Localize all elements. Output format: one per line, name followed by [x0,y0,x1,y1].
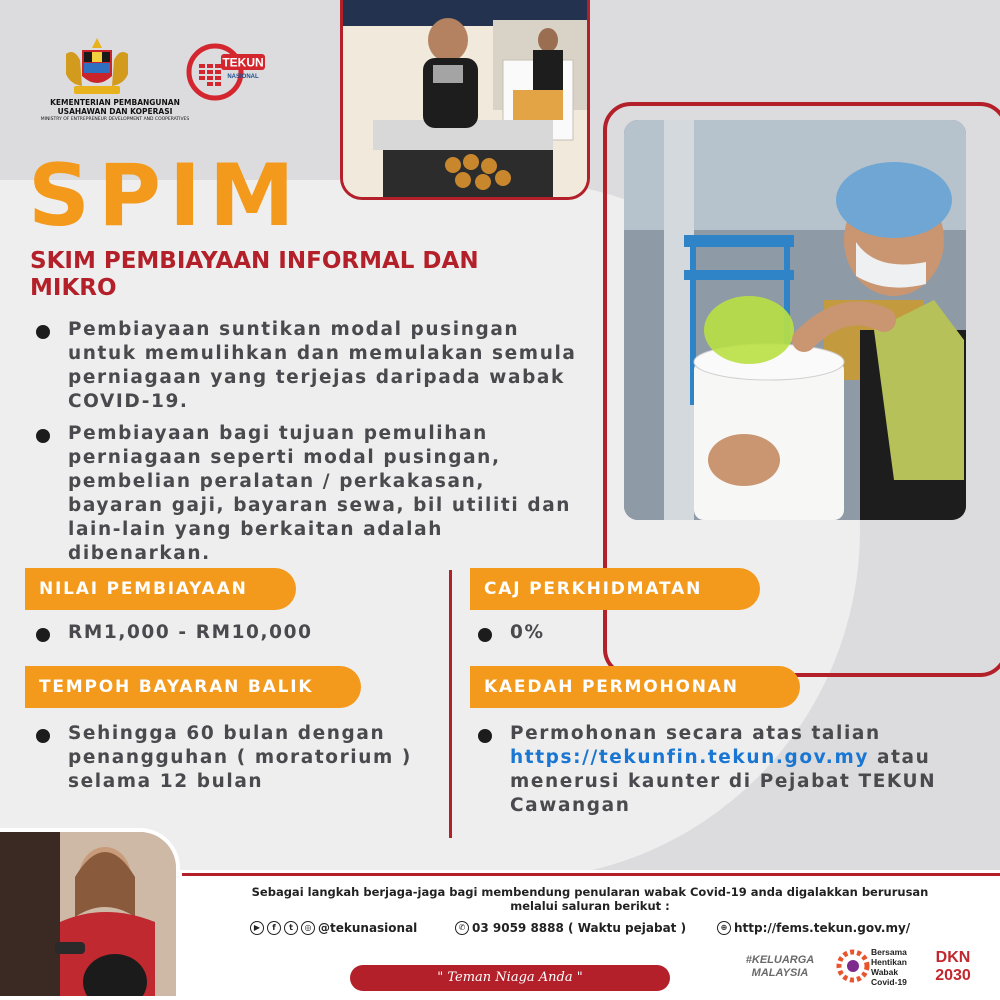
footer-divider [182,873,1000,876]
kaedah-text-after: atau menerusi kaunter di Pejabat TEKUN Cawangan [510,747,937,816]
bullet-dot [478,628,492,642]
caj-text: 0% [510,622,545,643]
bersama-line3: Wabak [871,967,899,977]
bullet-dot [36,429,50,443]
youtube-icon[interactable]: ▶ [250,921,264,935]
tekunfin-link[interactable]: https://tekunfin.tekun.gov.my [510,747,869,768]
social-contact[interactable] [250,921,417,935]
bullet-text: Pembiayaan bagi tujuan pemulihan perniagaan seperti modal pusingan, pembelian peralatan / perkakasan, bayaran gaji, bayaran sewa, bil utiliti dan lain-lain yang berkaitan adalah dibenarkan. [68,423,572,564]
bullet-dot [478,729,492,743]
ministry-line2: USAHAWAN DAN KOPERASI [57,107,173,116]
bullet-dot [36,325,50,339]
website-contact[interactable] [717,921,910,935]
bersama-line1: Bersama [871,947,907,957]
ministry-line3: MINISTRY OF ENTREPRENEUR DEVELOPMENT AND COOPERATIVES [40,117,190,122]
dkn-top: DKN [935,949,971,966]
dkn-bottom: 2030 [935,967,971,984]
phone-contact[interactable] [455,921,686,935]
tempoh-item [36,722,446,794]
tekun-logo-subtext: NASIONAL [227,74,259,80]
phone-icon: ✆ [455,921,469,935]
globe-icon: ⊕ [717,921,731,935]
ministry-name [30,98,200,123]
column-divider [449,570,452,838]
social-handle[interactable]: @tekunasional [318,921,418,935]
kaedah-text [510,722,978,818]
nilai-text: RM1,000 - RM10,000 [68,622,313,643]
footer-notice [240,885,940,913]
bullet-item [36,318,581,414]
heading-caj-perkhidmatan: CAJ PERKHIDMATAN [470,568,760,610]
heading-nilai-pembiayaan: NILAI PEMBIAYAAN [25,568,296,610]
ministry-line1: KEMENTERIAN PEMBANGUNAN [50,98,180,107]
photo-food-stall [340,0,590,200]
page-title: SPIM [28,146,303,246]
slogan-banner: " Teman Niaga Anda " [350,965,670,991]
footer-notice-line2: melalui saluran berikut : [510,899,670,913]
nilai-item [36,621,436,645]
bersama-line2: Hentikan [871,957,907,967]
twitter-icon[interactable]: t [284,921,298,935]
heading-tempoh-bayaran-balik: TEMPOH BAYARAN BALIK [25,666,361,708]
keluarga-line2: MALAYSIA [751,967,809,979]
dkn-2030-logo [928,942,978,992]
caj-item [478,621,778,645]
page-subtitle: SKIM PEMBIAYAAN INFORMAL DAN MIKRO [30,248,479,301]
tempoh-text: Sehingga 60 bulan dengan penangguhan ( moratorium ) selama 12 bulan [68,723,412,792]
website-link[interactable]: http://fems.tekun.gov.my/ [734,921,911,935]
heading-kaedah-permohonan: KAEDAH PERMOHONAN [470,666,800,708]
bersama-hentikan-logo [835,942,925,992]
facebook-icon[interactable]: f [267,921,281,935]
footer-notice-line1: Sebagai langkah berjaga-jaga bagi membendung penularan wabak Covid-19 anda digalakkan berurusan [251,885,929,899]
tekun-logo-text: TEKUN [222,55,264,70]
kaedah-text-before: Permohonan secara atas talian [510,723,881,744]
photo-worker-with-bucket [624,120,966,520]
photo-hair-salon [0,828,180,1000]
kaedah-item [478,722,978,818]
phone-number[interactable]: 03 9059 8888 ( Waktu pejabat ) [472,921,687,935]
tekun-logo [185,42,267,102]
bullet-dot [36,628,50,642]
keluarga-line1: #KELUARGA [745,954,815,966]
bullet-item [36,422,581,566]
bullet-text: Pembiayaan suntikan modal pusingan untuk memulihkan dan memulakan semula perniagaan yang terjejas daripada wabak COVID-19. [68,319,577,412]
keluarga-malaysia-logo [740,945,820,985]
bullet-dot [36,729,50,743]
bersama-line4: Covid-19 [871,977,907,987]
coat-of-arms-logo [60,36,134,98]
instagram-icon[interactable]: ◎ [301,921,315,935]
